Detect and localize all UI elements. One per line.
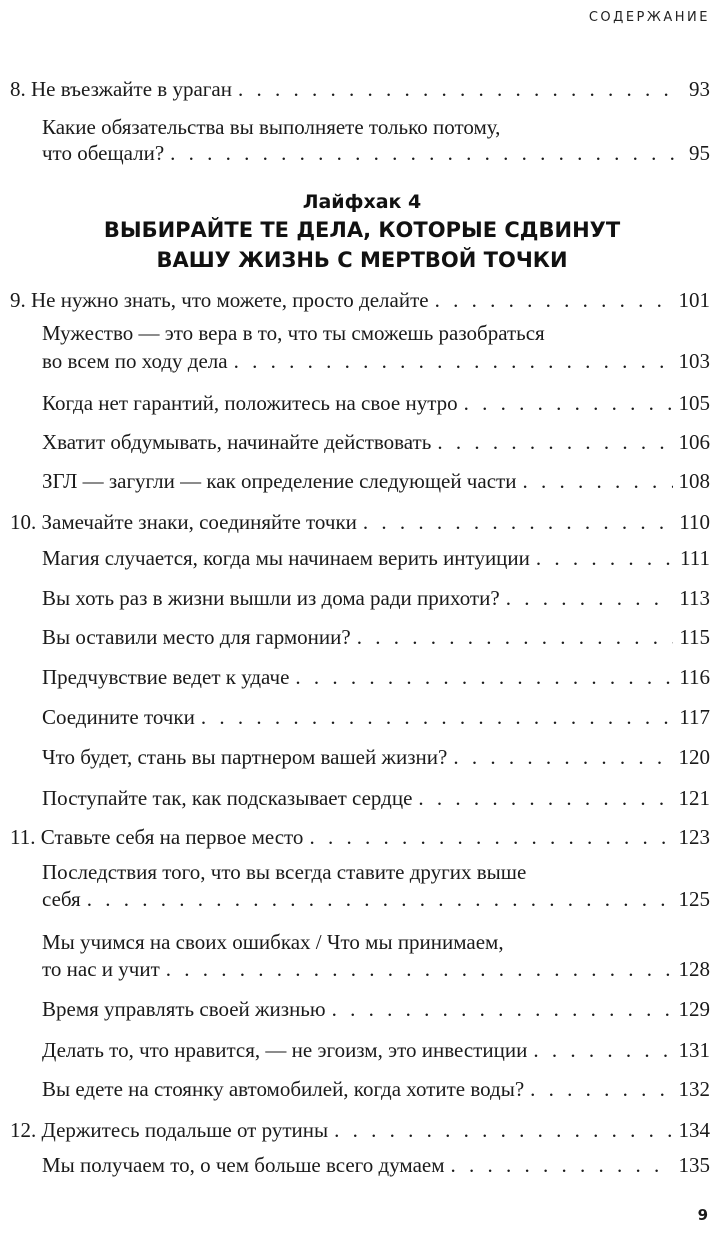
toc-page-number: 115 [679,625,710,649]
toc-page-number: 135 [678,1153,710,1177]
dot-leader [334,1117,672,1143]
toc-page-number: 120 [678,745,710,769]
dot-leader [530,1076,672,1102]
toc-entry-title: Поступайте так, как подсказывает сердце [42,786,413,810]
dot-leader [166,956,673,982]
toc-page-number: 129 [678,997,710,1021]
dot-leader [295,664,673,690]
dot-leader [451,1152,673,1178]
section-title-line1: ВЫБИРАЙТЕ ТЕ ДЕЛА, КОТОРЫЕ СДВИНУТ [103,218,621,242]
toc-page-number: 123 [678,825,710,849]
toc-entry-title: то нас и учит [42,957,160,981]
dot-leader [418,785,672,811]
toc-page-number: 110 [679,510,710,534]
dot-leader [506,585,674,611]
toc-entry-title: 12. Держитесь подальше от рутины [10,1118,329,1142]
toc-entry-sub [42,996,710,1022]
toc-entry-title: Когда нет гарантий, положитесь на свое нутро [42,391,458,415]
toc-page-number: 131 [678,1038,710,1062]
toc-page-number: 93 [689,77,710,101]
page-number: 9 [697,1206,708,1224]
running-head: СОДЕРЖАНИЕ [588,10,710,25]
dot-leader [332,996,673,1022]
dot-leader [201,704,673,730]
dot-leader [464,390,673,416]
toc-entry-title: 10. Замечайте знаки, соединяйте точки [10,510,357,534]
toc-page-number: 111 [680,546,710,570]
dot-leader [435,287,673,313]
toc-page-number: 121 [678,786,710,810]
dot-leader [357,624,674,650]
dot-leader [309,824,672,850]
toc-entry-title: во всем по ходу дела [42,349,228,373]
toc-entry-sub [42,1152,710,1178]
toc-entry-sub [42,744,710,770]
toc-entry-sub [42,785,710,811]
toc-page-number: 128 [678,957,710,981]
toc-entry-sub [42,468,710,494]
toc-entry-title: Мы получаем то, о чем больше всего думаем [42,1153,445,1177]
toc-entry-sub [42,390,710,416]
toc-entry-chapter-11 [10,824,710,850]
toc-entry-chapter-12 [10,1117,710,1143]
toc-entry-sub [42,956,710,982]
toc-entry-title-line1: Мужество — это вера в то, что ты сможешь разобраться [42,321,545,345]
toc-entry-title-line1: Мы учимся на своих ошибках / Что мы принимаем, [42,930,504,954]
dot-leader [536,545,674,571]
dot-leader [87,886,673,912]
dot-leader [453,744,672,770]
section-label: Лайфхак 4 [302,191,422,213]
toc-entry-title: Вы хоть раз в жизни вышли из дома ради прихоти? [42,586,500,610]
toc-entry-sub [42,1076,710,1102]
dot-leader [238,76,683,102]
toc-entry-title: 11. Ставьте себя на первое место [10,825,304,849]
dot-leader [363,509,673,535]
toc-entry-title-line1: Последствия того, что вы всегда ставите других выше [42,860,527,884]
toc-entry-title: Магия случается, когда мы начинаем верить интуиции [42,546,530,570]
section-title-line2: ВАШУ ЖИЗНЬ С МЕРТВОЙ ТОЧКИ [156,248,568,272]
toc-entry-chapter-9 [10,287,710,313]
toc-page-number: 113 [679,586,710,610]
toc-page-number: 105 [678,391,710,415]
toc-page-number: 125 [678,887,710,911]
toc-entry-title: Вы едете на стоянку автомобилей, когда хотите воды? [42,1077,525,1101]
toc-entry-sub [42,429,710,455]
toc-entry-title: Предчувствие ведет к удаче [42,665,290,689]
toc-entry-title: Вы оставили место для гармонии? [42,625,351,649]
toc-entry-title: 9. Не нужно знать, что можете, просто делайте [10,288,429,312]
toc-entry-title-line1: Какие обязательства вы выполняете только потому, [42,115,501,139]
toc-page-number: 134 [678,1118,710,1142]
toc-entry-title: себя [42,887,81,911]
dot-leader [522,468,672,494]
toc-entry-sub [42,664,710,690]
toc-page-number: 101 [678,288,710,312]
toc-entry-sub [42,545,710,571]
toc-entry-title: Делать то, что нравится, — не эгоизм, это инвестиции [42,1038,528,1062]
toc-entry-title: ЗГЛ — загугли — как определение следующей части [42,469,517,493]
toc-entry-sub [42,1037,710,1063]
toc-page-number: 116 [679,665,710,689]
toc-page-number: 106 [678,430,710,454]
dot-leader [533,1037,672,1063]
toc-entry-sub [42,585,710,611]
toc-entry-chapter-10 [10,509,710,535]
toc-entry-sub [42,140,710,166]
toc-page-number: 132 [678,1077,710,1101]
dot-leader [234,348,673,374]
toc-entry-sub [42,624,710,650]
toc-entry-sub [42,704,710,730]
toc-page-number: 95 [689,141,710,165]
toc-entry-title: Время управлять своей жизнью [42,997,326,1021]
dot-leader [437,429,672,455]
toc-entry-title: Что будет, стань вы партнером вашей жизни? [42,745,448,769]
toc-entry-title: Хватит обдумывать, начинайте действовать [42,430,432,454]
toc-entry-sub [42,886,710,912]
toc-entry-title: что обещали? [42,141,165,165]
section-title [0,215,724,275]
toc-page-number: 117 [679,705,710,729]
toc-entry-sub [42,348,710,374]
toc-entry-title: 8. Не въезжайте в ураган [10,77,232,101]
toc-page-number: 108 [678,469,710,493]
toc-entry-chapter-8 [10,76,710,102]
dot-leader [170,140,683,166]
toc-entry-title: Соедините точки [42,705,195,729]
toc-page-number: 103 [678,349,710,373]
